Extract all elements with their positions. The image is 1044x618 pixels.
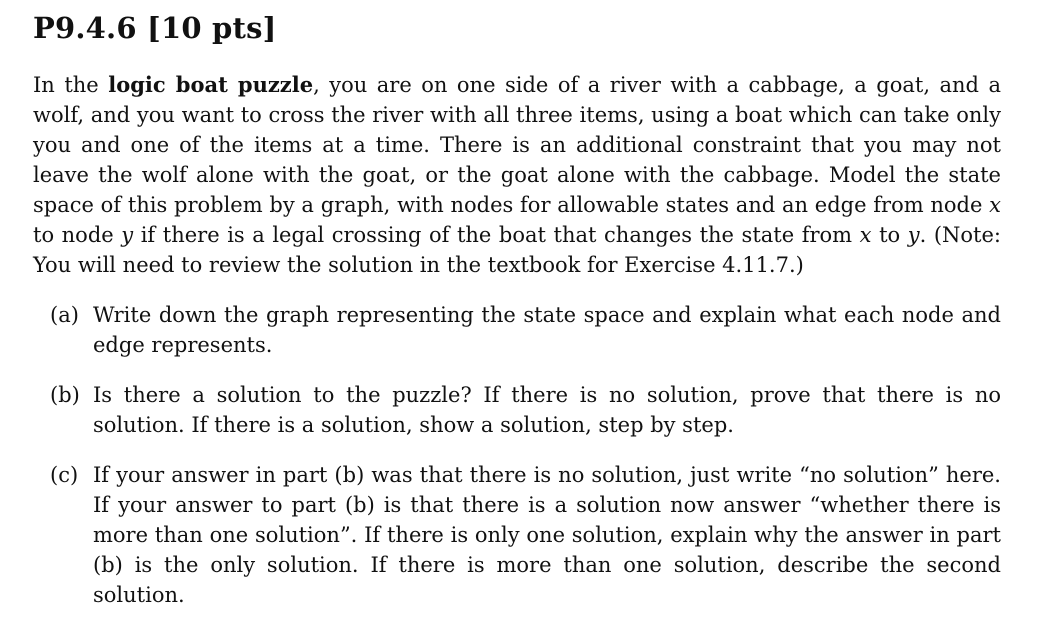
intro-text-5: to (871, 223, 908, 247)
part-c-text: If your answer in part (b) was that there is no solution, just write “no solution” here. If your answer to part (b) is that there is a solution now answer “whether there is more than one solution”. If there is only one solution, explain why the answer in part (b) is the only solution. If there is more than one solution, describe the second solution. (93, 463, 1001, 607)
math-var-x: x (859, 223, 872, 247)
part-b-label: (b) (50, 383, 80, 407)
intro-text-3: to node (33, 223, 122, 247)
intro-text-4: if there is a legal crossing of the boat that changes the state from (133, 223, 860, 247)
part-a-label: (a) (50, 303, 79, 327)
problem-intro (33, 70, 1001, 280)
part-c (50, 460, 1001, 610)
part-b (50, 380, 1001, 440)
part-a-text: Write down the graph representing the state space and explain what each node and edge represents. (93, 303, 1001, 357)
part-a (50, 300, 1001, 360)
problem-title: P9.4.6 [10 pts] (33, 11, 277, 45)
intro-text-1: In the (33, 73, 109, 97)
intro-bold-term: logic boat puzzle (108, 72, 314, 97)
intro-text-6: . (Note: You will need to review the solution in the textbook for Exercise 4.11.7.) (33, 223, 1001, 277)
problem-parts-list (33, 300, 1001, 610)
math-var-y: y (907, 223, 920, 247)
math-var-x: x (989, 193, 1001, 217)
intro-text-2: , you are on one side of a river with a cabbage, a goat, and a wolf, and you want to cross the river with all three items, using a boat which can take only you and one of the items at a time. There is an additional constraint that you may not leave the wolf alone with the goat, or the goat alone with the cabbage. Model the state space of this problem by a graph, with nodes for allowable states and an edge from node (33, 73, 1002, 217)
part-b-text: Is there a solution to the puzzle? If there is no solution, prove that there is no solution. If there is a solution, show a solution, step by step. (93, 383, 1001, 437)
part-c-label: (c) (50, 463, 79, 487)
math-var-y: y (121, 223, 134, 247)
problem-page (33, 0, 1001, 610)
